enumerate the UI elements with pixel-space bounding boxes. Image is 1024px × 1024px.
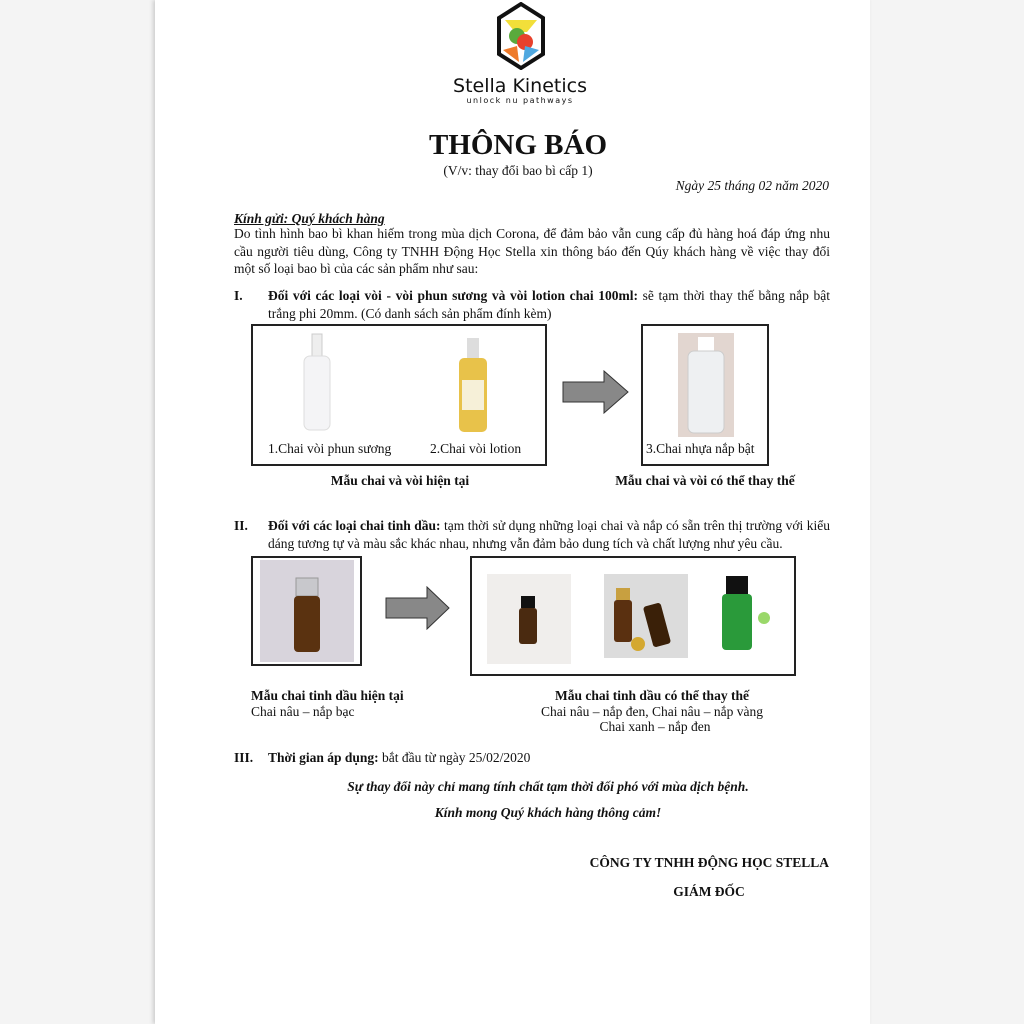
subject: (V/v: thay đổi bao bì cấp 1)	[443, 163, 593, 178]
section-1-number: I.	[234, 288, 243, 303]
section-1-text	[268, 287, 830, 322]
caption-replacement-oil-bottles: Mẫu chai tinh dầu có thể thay thế	[555, 688, 749, 703]
section-3-text	[268, 749, 530, 767]
closing-note: Sự thay đổi này chỉ mang tính chất tạm thời đối phó với mùa dịch bệnh.	[347, 779, 749, 794]
lotion-bottle-image	[455, 336, 491, 436]
caption-replacement-detail-2: Chai xanh – nắp đen	[599, 719, 711, 734]
caption-replacement-samples: Mẫu chai và vòi có thể thay thế	[615, 473, 795, 488]
section-2-number: II.	[234, 518, 248, 533]
section-2-heading: Đối với các loại chai tinh dầu:	[268, 518, 441, 533]
right-arrow-icon	[562, 370, 630, 414]
section-3-heading: Thời gian áp dụng:	[268, 750, 379, 765]
section-3-number: III.	[234, 750, 254, 765]
section-2-text	[268, 517, 830, 552]
greeting: Kính gửi: Quý khách hàng	[234, 211, 385, 226]
brown-bottle-gold-cap-image	[604, 574, 688, 658]
section-2-body: tạm thời sử dụng những loại chai và nắp có sẵn trên thị trường với kiểu dáng tương tự và màu sắc khác nhau, nhưng vẫn đảm bảo dung tích và chất lượng như yêu cầu.	[268, 518, 830, 551]
green-bottle-black-cap-image	[718, 574, 772, 654]
caption-replacement-detail-1: Chai nâu – nắp đen, Chai nâu – nắp vàng	[541, 704, 763, 719]
logo-tagline: unlock nu pathways	[466, 96, 574, 105]
caption-current-samples: Mẫu chai và vòi hiện tại	[330, 473, 470, 488]
right-arrow-icon	[385, 586, 451, 630]
section-3-body: bắt đầu từ ngày 25/02/2020	[378, 750, 531, 765]
company-name: CÔNG TY TNHH ĐỘNG HỌC STELLA	[589, 855, 829, 870]
caption-current-oil-bottle-detail: Chai nâu – nắp bạc	[251, 704, 355, 719]
spray-bottle-image	[298, 332, 338, 432]
section-1-heading: Đối với các loại vòi - vòi phun sương và vòi lotion chai 100ml:	[268, 288, 638, 303]
brown-bottle-silver-cap-image	[260, 560, 354, 662]
closing-thanks: Kính mong Quý khách hàng thông cảm!	[434, 805, 662, 820]
flip-cap-bottle-image	[678, 333, 734, 437]
stella-logo-icon	[497, 2, 545, 70]
date: Ngày 25 tháng 02 năm 2020	[675, 178, 829, 193]
intro-paragraph: Do tình hình bao bì khan hiếm trong mùa dịch Corona, để đảm bảo vẫn cung cấp đủ hàng hoá đáp ứng nhu cầu người tiêu dùng, Công ty TNHH Động Học Stella xin thông báo đến Qúy khách hàng về việc thay đổi một số loại bao bì của các sản phẩm như sau:	[234, 226, 830, 276]
brown-bottle-black-cap-image	[487, 574, 571, 664]
signer-title: GIÁM ĐỐC	[673, 884, 745, 899]
section-1-body: sẽ tạm thời thay thế bằng nắp bật trắng phi 20mm. (Có danh sách sản phẩm đính kèm)	[268, 288, 830, 321]
caption-current-oil-bottle: Mẫu chai tinh dầu hiện tại	[251, 688, 404, 703]
logo-name: Stella Kinetics	[453, 75, 587, 97]
page-title: THÔNG BÁO	[428, 129, 608, 161]
caption-spray-bottle: 1.Chai vòi phun sương	[268, 441, 392, 456]
caption-flip-cap-bottle: 3.Chai nhựa nắp bật	[646, 441, 755, 456]
caption-lotion-bottle: 2.Chai vòi lotion	[430, 441, 522, 456]
